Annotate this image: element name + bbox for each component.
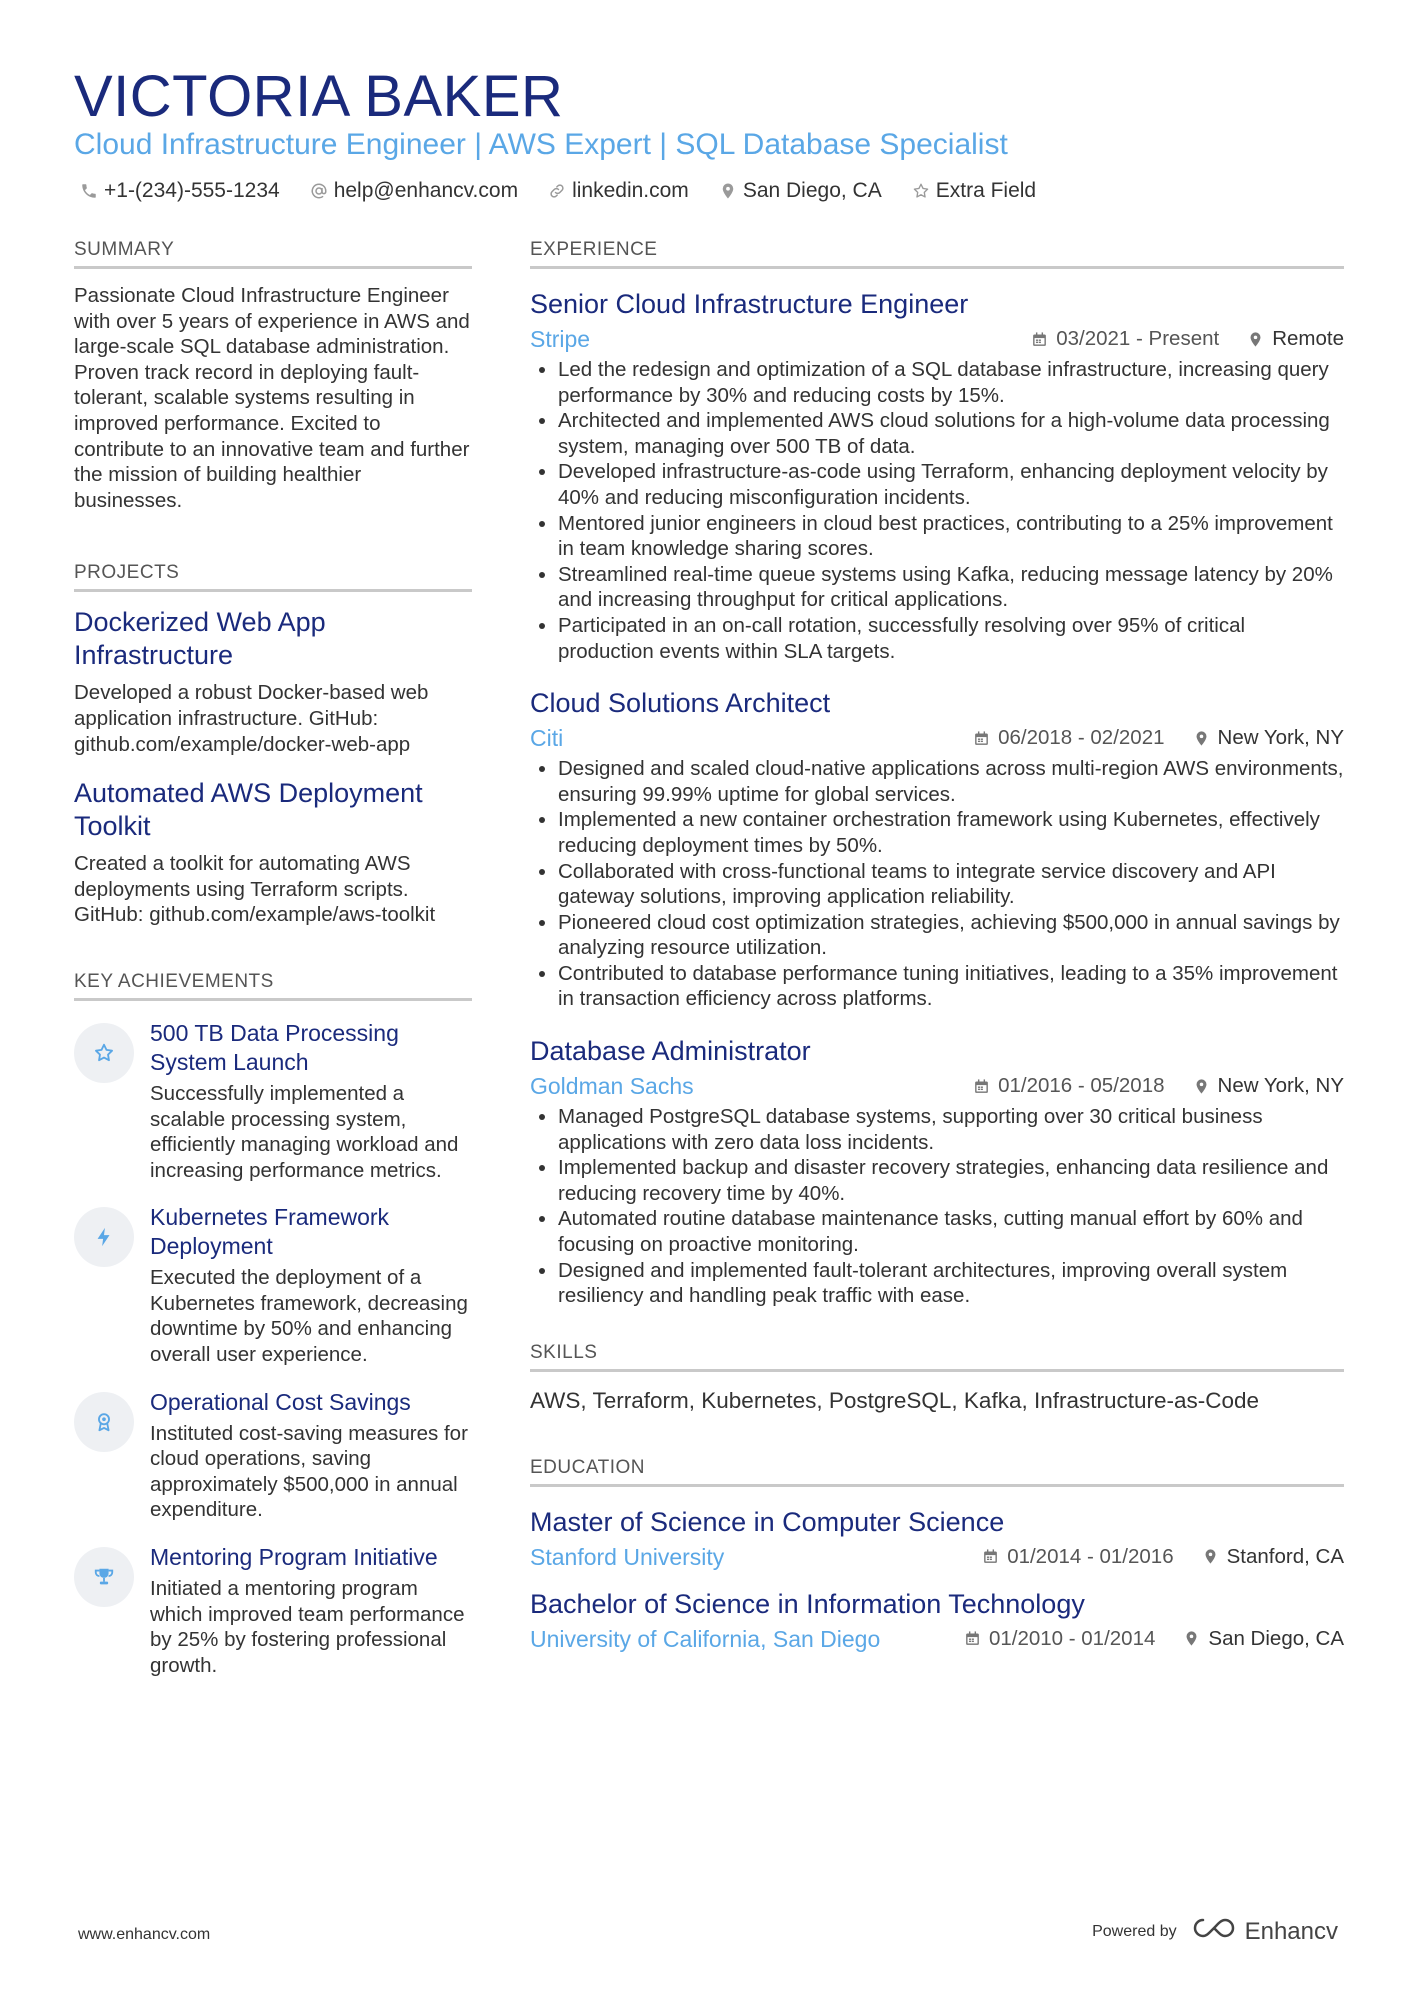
job-title: Cloud Solutions Architect bbox=[530, 688, 831, 719]
job-dates: 03/2021 - Present bbox=[1056, 327, 1220, 350]
achievement-text: Successfully implemented a scalable processing system, efficiently managing workload and increasing performance metrics. bbox=[150, 1081, 459, 1182]
experience-heading: EXPERIENCE bbox=[530, 236, 1344, 269]
projects-section bbox=[74, 559, 472, 928]
education-section bbox=[530, 1454, 1344, 1655]
location-icon bbox=[719, 182, 737, 200]
achievement-item bbox=[74, 1388, 472, 1523]
education-location: Stanford, CA bbox=[1226, 1544, 1344, 1568]
list-item: • Streamlined real-time queue systems using Kafka, reducing message latency by 20% and increasing throughput for critical applications. bbox=[558, 562, 1344, 613]
right-column bbox=[530, 236, 1344, 1669]
contact-linkedin-text: linkedin.com bbox=[572, 179, 689, 202]
contact-email[interactable] bbox=[310, 176, 518, 206]
contact-phone bbox=[80, 176, 280, 206]
job-entry bbox=[530, 287, 1344, 664]
list-item: • Developed infrastructure-as-code using Terraform, enhancing deployment velocity by 40% and reducing misconfiguration incidents. bbox=[558, 459, 1344, 510]
school-name: Stanford University bbox=[530, 1543, 725, 1570]
list-item: • Collaborated with cross-functional teams to integrate service discovery and API gateway solutions, improving application reliability. bbox=[558, 859, 1344, 910]
job-title: Senior Cloud Infrastructure Engineer bbox=[530, 289, 969, 319]
infinity-icon bbox=[1191, 1916, 1237, 1947]
education-entry bbox=[530, 1587, 1344, 1655]
list-item: • Participated in an on-call rotation, successfully resolving over 95% of critical production events within SLA targets. bbox=[558, 613, 1344, 664]
achievement-text: Instituted cost-saving measures for cloud operations, saving approximately $500,000 in annual expenditure. bbox=[150, 1421, 468, 1522]
project-item bbox=[74, 606, 472, 757]
powered-by-label: Powered by bbox=[1092, 1922, 1177, 1940]
list-item: • Implemented backup and disaster recovery strategies, enhancing data resilience and reducing recovery time by 40%. bbox=[558, 1155, 1344, 1206]
at-icon bbox=[310, 182, 328, 200]
award-icon bbox=[74, 1392, 134, 1452]
education-heading: EDUCATION bbox=[530, 1454, 1344, 1487]
projects-heading: PROJECTS bbox=[74, 559, 472, 592]
contact-extra-text: Extra Field bbox=[935, 179, 1037, 202]
company-name: Goldman Sachs bbox=[530, 1073, 694, 1100]
achievement-title: Operational Cost Savings bbox=[150, 1388, 411, 1415]
contact-linkedin[interactable] bbox=[548, 176, 689, 206]
calendar-icon bbox=[1031, 331, 1048, 348]
education-entry bbox=[530, 1505, 1344, 1573]
phone-icon bbox=[80, 182, 98, 200]
degree-title: Bachelor of Science in Information Technology bbox=[530, 1588, 1085, 1619]
job-bullets bbox=[530, 1104, 1344, 1309]
summary-text: Passionate Cloud Infrastructure Engineer with over 5 years of experience in AWS and large-scale SQL database administration. Proven track record in deploying fault-tolerant, scalable systems resulting in improved performance. Excited to contribute to an innovative team and further the mission of building healthier businesses. bbox=[74, 284, 470, 512]
contact-extra bbox=[912, 176, 1036, 206]
list-item: • Led the redesign and optimization of a SQL database infrastructure, increasing query performance by 30% and reducing costs by 15%. bbox=[558, 357, 1344, 408]
contact-bar bbox=[80, 176, 1036, 206]
brand-logo[interactable] bbox=[1191, 1916, 1338, 1947]
location-icon bbox=[1183, 1630, 1200, 1647]
achievements-heading: KEY ACHIEVEMENTS bbox=[74, 968, 472, 1001]
education-dates: 01/2010 - 01/2014 bbox=[988, 1626, 1156, 1650]
education-location: San Diego, CA bbox=[1208, 1626, 1344, 1650]
job-dates: 06/2018 - 02/2021 bbox=[998, 726, 1165, 750]
calendar-icon bbox=[973, 1078, 990, 1095]
contact-location-text: San Diego, CA bbox=[742, 179, 882, 202]
list-item: • Automated routine database maintenance tasks, cutting manual effort by 60% and focusing on proactive monitoring. bbox=[558, 1206, 1344, 1257]
list-item: • Designed and implemented fault-tolerant architectures, improving overall system resiliency and handling peak traffic with ease. bbox=[558, 1258, 1344, 1309]
achievement-item bbox=[74, 1543, 472, 1678]
skills-list: AWS, Terraform, Kubernetes, PostgreSQL, Kafka, Infrastructure-as-Code bbox=[530, 1387, 1260, 1413]
contact-location bbox=[719, 176, 882, 206]
project-title: Dockerized Web App Infrastructure bbox=[74, 607, 326, 671]
achievement-text: Initiated a mentoring program which improved team performance by 25% by fostering professional growth. bbox=[150, 1577, 465, 1677]
left-column bbox=[74, 236, 472, 1698]
experience-section bbox=[530, 236, 1344, 1309]
achievement-text: Executed the deployment of a Kubernetes framework, decreasing downtime by 50% and enhancing overall user experience. bbox=[150, 1266, 468, 1367]
degree-title: Master of Science in Computer Science bbox=[530, 1506, 1005, 1537]
location-icon bbox=[1193, 730, 1210, 747]
candidate-name: VICTORIA BAKER bbox=[74, 64, 564, 129]
list-item: • Pioneered cloud cost optimization strategies, achieving $500,000 in annual savings by analyzing resource utilization. bbox=[558, 910, 1344, 961]
list-item: • Contributed to database performance tuning initiatives, leading to a 35% improvement in transaction efficiency across platforms. bbox=[558, 961, 1344, 1012]
project-title: Automated AWS Deployment Toolkit bbox=[74, 778, 423, 842]
company-name: Citi bbox=[530, 725, 564, 752]
achievement-title: 500 TB Data Processing System Launch bbox=[150, 1019, 399, 1075]
summary-section bbox=[74, 236, 472, 513]
job-location: Remote bbox=[1272, 327, 1344, 350]
location-icon bbox=[1202, 1548, 1219, 1565]
list-item: • Mentored junior engineers in cloud best practices, contributing to a 25% improvement in team knowledge sharing scores. bbox=[558, 511, 1344, 562]
education-dates: 01/2014 - 01/2016 bbox=[1007, 1544, 1174, 1568]
job-dates: 01/2016 - 05/2018 bbox=[998, 1074, 1165, 1098]
contact-email-text: help@enhancv.com bbox=[333, 179, 519, 202]
summary-heading: SUMMARY bbox=[74, 236, 472, 269]
job-entry bbox=[530, 1034, 1344, 1309]
list-item: • Implemented a new container orchestration framework using Kubernetes, effectively reducing deployment times by 50%. bbox=[558, 807, 1344, 858]
school-name: University of California, San Diego bbox=[530, 1625, 881, 1652]
footer-branding bbox=[1092, 1916, 1338, 1947]
contact-phone-text: +1-(234)-555-1234 bbox=[104, 179, 280, 202]
list-item: • Designed and scaled cloud-native applications across multi-region AWS environments, ensuring 99.99% uptime for global services. bbox=[558, 756, 1344, 807]
project-item bbox=[74, 777, 472, 928]
skills-section bbox=[530, 1339, 1344, 1416]
lightning-icon bbox=[74, 1207, 134, 1267]
job-bullets bbox=[530, 756, 1344, 1012]
achievement-item bbox=[74, 1203, 472, 1367]
calendar-icon bbox=[973, 730, 990, 747]
achievement-title: Mentoring Program Initiative bbox=[150, 1544, 438, 1571]
company-name: Stripe bbox=[530, 326, 591, 352]
calendar-icon bbox=[982, 1548, 999, 1565]
job-entry bbox=[530, 686, 1344, 1012]
headline: Cloud Infrastructure Engineer | AWS Expert | SQL Database Specialist bbox=[74, 128, 1008, 161]
brand-name: Enhancv bbox=[1244, 1917, 1338, 1945]
achievement-title: Kubernetes Framework Deployment bbox=[150, 1204, 390, 1260]
location-icon bbox=[1193, 1078, 1210, 1095]
trophy-icon bbox=[74, 1547, 134, 1607]
job-title: Database Administrator bbox=[530, 1036, 811, 1067]
skills-heading: SKILLS bbox=[530, 1339, 1344, 1372]
job-bullets bbox=[530, 357, 1344, 664]
list-item: • Managed PostgreSQL database systems, supporting over 30 critical business applications with zero data loss incidents. bbox=[558, 1104, 1344, 1155]
job-location: New York, NY bbox=[1217, 1074, 1344, 1098]
achievement-item bbox=[74, 1019, 472, 1183]
list-item: • Architected and implemented AWS cloud solutions for a high-volume data processing system, managing over 500 TB of data. bbox=[558, 408, 1344, 459]
star-icon bbox=[912, 182, 930, 200]
star-icon bbox=[74, 1023, 134, 1083]
footer-website[interactable]: www.enhancv.com bbox=[78, 1926, 211, 1943]
location-icon bbox=[1247, 331, 1264, 348]
project-description: Developed a robust Docker-based web application infrastructure. GitHub: github.com/example/docker-web-app bbox=[74, 681, 429, 756]
project-description: Created a toolkit for automating AWS deployments using Terraform scripts. GitHub: github.com/example/aws-toolkit bbox=[74, 852, 436, 927]
link-icon bbox=[548, 182, 566, 200]
job-location: New York, NY bbox=[1217, 726, 1344, 750]
achievements-section bbox=[74, 968, 472, 1679]
calendar-icon bbox=[964, 1630, 981, 1647]
